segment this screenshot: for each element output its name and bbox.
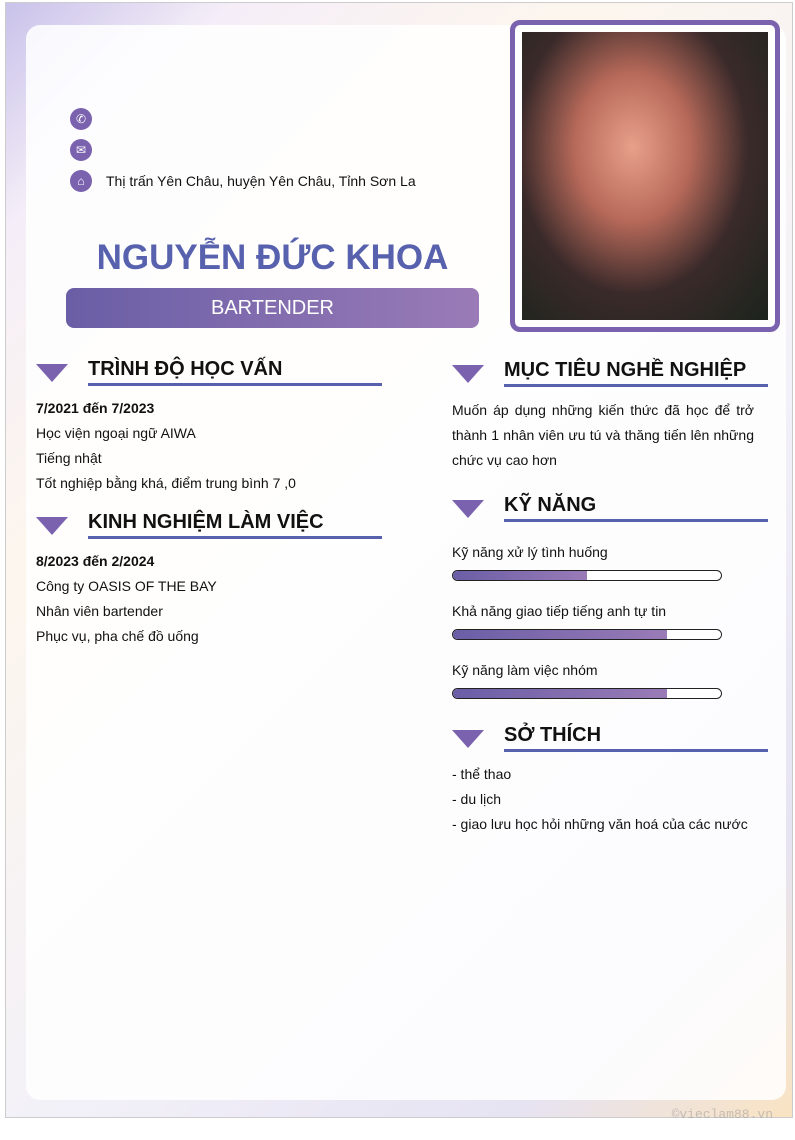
skill-fill (453, 689, 667, 698)
skill-label: Khả năng giao tiếp tiếng anh tự tin (452, 603, 667, 619)
profile-photo (510, 20, 780, 332)
education-note: Tốt nghiệp bằng khá, điểm trung bình 7 ,0 (36, 475, 296, 491)
section-title: MỤC TIÊU NGHỀ NGHIỆP (504, 359, 768, 387)
triangle-icon (36, 364, 68, 382)
education-period: 7/2021 đến 7/2023 (36, 400, 155, 416)
education-major: Tiếng nhật (36, 450, 102, 466)
experience-company: Công ty OASIS OF THE BAY (36, 578, 217, 594)
watermark: ©vieclam88.vn (671, 1107, 773, 1122)
section-experience (36, 511, 382, 539)
experience-period: 8/2023 đến 2/2024 (36, 553, 155, 569)
skill-fill (453, 571, 587, 580)
skill-item (452, 603, 722, 640)
education-school: Học viện ngoại ngữ AIWA (36, 425, 196, 441)
experience-position: Nhân viên bartender (36, 603, 163, 619)
section-title: KINH NGHIỆM LÀM VIỆC (88, 511, 382, 539)
education-content (36, 396, 296, 496)
skill-bar (452, 570, 722, 581)
contact-email (70, 139, 106, 161)
section-title: KỸ NĂNG (504, 494, 768, 522)
objective-text: Muốn áp dụng những kiến thức đã học để trở thành 1 nhân viên ưu tú và thăng tiến lên những chức vụ cao hơn (452, 402, 754, 468)
hobby-item: - giao lưu học hỏi những văn hoá của các nước (452, 816, 748, 832)
skill-bar (452, 688, 722, 699)
section-hobbies (452, 724, 768, 752)
skill-fill (453, 630, 667, 639)
triangle-icon (452, 730, 484, 748)
contact-phone (70, 108, 106, 130)
triangle-icon (452, 500, 484, 518)
triangle-icon (36, 517, 68, 535)
section-title: TRÌNH ĐỘ HỌC VẤN (88, 358, 382, 386)
home-icon: ⌂ (70, 170, 92, 192)
experience-content (36, 549, 217, 649)
candidate-name: NGUYỄN ĐỨC KHOA (96, 238, 449, 277)
mail-icon: ✉ (70, 139, 92, 161)
hobby-item: - thể thao (452, 766, 512, 782)
skill-bar (452, 629, 722, 640)
hobby-item: - du lịch (452, 791, 502, 807)
section-objective (452, 359, 768, 387)
skill-label: Kỹ năng xử lý tình huống (452, 544, 608, 560)
section-skills (452, 494, 768, 522)
address-text: Thị trấn Yên Châu, huyện Yên Châu, Tỉnh Sơn La (106, 173, 416, 189)
experience-duty: Phục vụ, pha chế đồ uống (36, 628, 199, 644)
job-title: BARTENDER (66, 288, 479, 328)
section-title: SỞ THÍCH (504, 724, 768, 752)
section-education (36, 358, 382, 386)
phone-icon: ✆ (70, 108, 92, 130)
hobbies-list (452, 762, 754, 837)
skill-item (452, 662, 722, 699)
triangle-icon (452, 365, 484, 383)
skill-label: Kỹ năng làm việc nhóm (452, 662, 598, 678)
skill-item (452, 544, 722, 581)
contact-address (70, 170, 416, 192)
